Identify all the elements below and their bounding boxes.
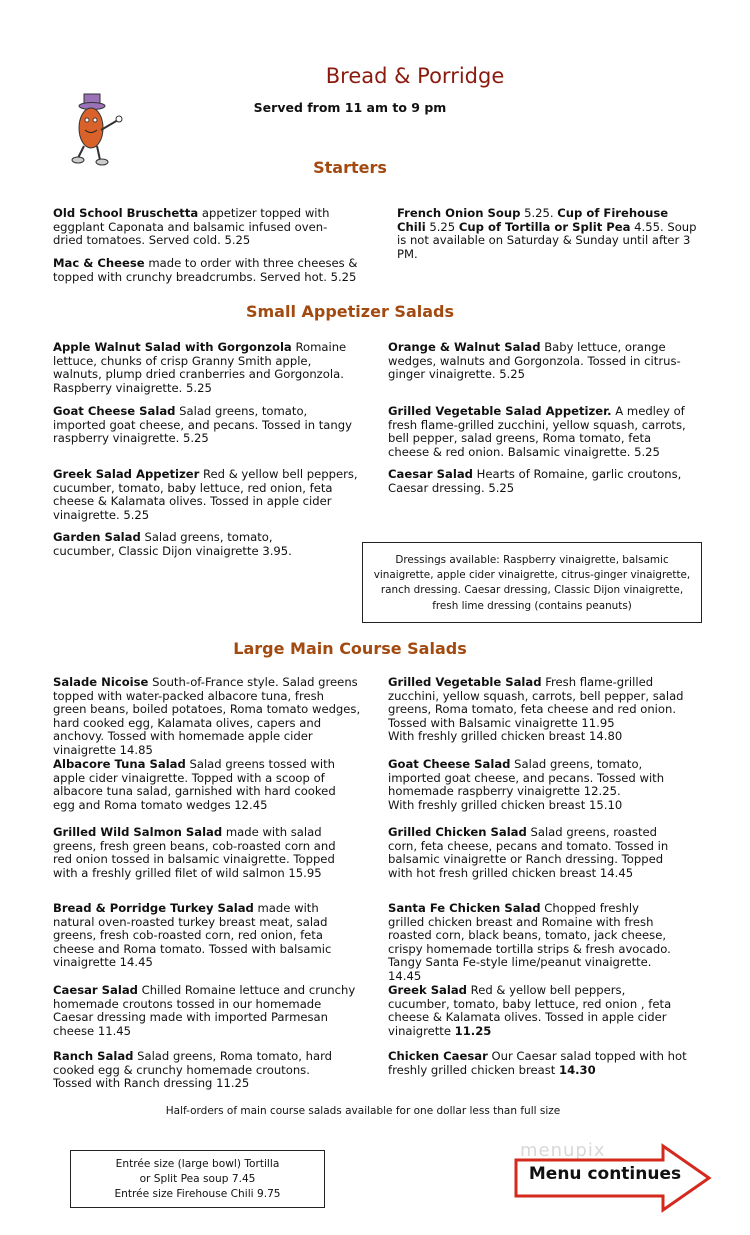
item-desc: Salad greens, tomato, cucumber, Classic Dijon vinaigrette 3.95. [53,530,292,558]
item-name: Orange & Walnut Salad [388,340,541,354]
dressings-text: Dressings available: Raspberry vinaigrette, balsamic vinaigrette, apple cider vinaigrette, citrus-ginger vinaigrette, ranch dressing. Caesar dressing, Classic Dijon vinaigrette, fresh lime dressing (contains peanuts) [373,554,691,612]
item-desc: Romaine lettuce, chunks of crisp Granny Smith apple, walnuts, plump dried cranberries and Gorgonzola. Raspberry vinaigrette. 5.25 [53,340,347,395]
list-item [53,676,361,758]
item-name: Salade Nicoise [53,675,149,689]
half-orders-note: Half-orders of main course salads available for one dollar less than full size [165,1105,561,1117]
item-name: Grilled Vegetable Salad Appetizer. [388,404,612,418]
list-item [388,1050,688,1077]
small-salads-heading: Small Appetizer Salads [245,302,454,321]
item-desc: Salad greens, tomato, imported goat cheese, and pecans. Tossed with homemade raspberry vinaigrette 12.25. [388,757,665,799]
large-salads-heading: Large Main Course Salads [233,639,467,658]
page-title: Bread & Porridge [325,64,505,88]
list-item [53,468,358,522]
item-desc: made with salad greens, fresh green beans, cob-roasted corn and red onion tossed in balsamic vinaigrette. Topped with a freshly grilled filet of wild salmon 15.95 [53,825,336,880]
item-name: Greek Salad [388,983,467,997]
item-desc: A medley of fresh flame-grilled zucchini, yellow squash, carrots, bell pepper, salad greens, Roma tomato, feta cheese & red onion. Balsamic vinaigrette. 5.25 [388,404,686,459]
list-item [53,902,358,970]
item-extra: With freshly grilled chicken breast 14.80 [388,729,623,744]
list-item [388,468,688,495]
list-item [53,405,353,446]
item-desc: Salad greens, tomato, imported goat cheese, and pecans. Tossed in tangy raspberry vinaigrette. 5.25 [53,404,352,446]
item-name: Caesar Salad [388,467,473,481]
entree-line-1: Entrée size (large bowl) Tortilla [115,1158,280,1170]
item-name: Cup of Firehouse Chili [397,206,669,234]
list-item [53,1050,348,1091]
item-extra: With freshly grilled chicken breast 15.10 [388,797,623,812]
served-hours: Served from 11 am to 9 pm [253,100,447,115]
menu-continues-label[interactable]: Menu continues [528,1164,682,1184]
item-name: Santa Fe Chicken Salad [388,901,541,915]
item-name: Goat Cheese Salad [53,404,176,418]
item-name: Grilled Wild Salmon Salad [53,825,223,839]
list-item [388,902,678,984]
item-name: Mac & Cheese [53,256,145,270]
item-desc: Red & yellow bell peppers, cucumber, tomato, baby lettuce, red onion, feta cheese & Kalamata olives. Tossed in apple cider vinaigrette. 5.25 [53,467,358,522]
watermark-logo: menupix [520,1140,606,1161]
item-desc: made to order with three cheeses & topped with crunchy breadcrumbs. Served hot. 5.25 [53,256,358,284]
list-item [53,341,358,395]
item-name: Greek Salad Appetizer [53,467,200,481]
item-desc: Red & yellow bell peppers, cucumber, tomato, baby lettuce, red onion , feta cheese & Kalamata olives. Tossed in apple cider vinaigrette [388,983,672,1038]
item-desc: 4.55. Soup is not available on Saturday & Sunday until after 3 PM. [397,219,697,261]
list-item [388,676,688,744]
entree-line-3: Entrée size Firehouse Chili 9.75 [114,1187,281,1200]
item-desc: 5.25. [520,206,558,220]
list-item [388,984,688,1038]
item-desc: Salad greens, roasted corn, feta cheese, pecans and tomato. Tossed in balsamic vinaigrette or Ranch dressing. Topped with hot fresh grilled chicken breast 14.45 [388,825,669,880]
entree-line-2: or Split Pea soup 7.45 [139,1172,256,1185]
item-desc: appetizer topped with eggplant Caponata and balsamic infused oven-dried tomatoes. Served cold. 5.25 [53,206,330,248]
item-desc: Baby lettuce, orange wedges, walnuts and Gorgonzola. Tossed in citrus-ginger vinaigrette. 5.25 [388,340,681,382]
list-item [53,531,333,558]
item-desc: Our Caesar salad topped with hot freshly grilled chicken breast [388,1049,687,1077]
list-item [53,257,358,284]
item-desc: 5.25 [425,219,459,234]
list-item [53,826,358,880]
item-desc: Hearts of Romaine, garlic croutons, Caesar dressing. 5.25 [388,467,682,495]
item-price: 14.30 [559,1062,596,1077]
list-item [53,984,363,1038]
item-name: Ranch Salad [53,1049,134,1063]
item-name: Goat Cheese Salad [388,757,511,771]
list-item [388,405,688,459]
item-name: Bread & Porridge Turkey Salad [53,901,254,915]
list-item [397,207,697,261]
dressings-box [362,542,702,623]
item-name: Albacore Tuna Salad [53,757,186,771]
list-item [388,341,688,382]
item-name: French Onion Soup [397,206,521,220]
item-price: 11.25 [454,1023,492,1038]
item-desc: Salad greens, Roma tomato, hard cooked egg & crunchy homemade croutons. Tossed with Ranch dressing 11.25 [53,1049,332,1091]
item-name: Cup of Tortilla or Split Pea [458,219,631,234]
chef-mascot-icon [70,90,128,168]
item-desc: made with natural oven-roasted turkey breast meat, salad greens, fresh cob-roasted corn, red onion, feta cheese and Roma tomato. Tossed with balsamic vinaigrette 14.45 [53,901,332,970]
list-item [388,826,688,880]
item-name: Chicken Caesar [388,1049,488,1063]
item-desc: South-of-France style. Salad greens topped with water-packed albacore tuna, fresh green beans, boiled potatoes, Roma tomato wedges, hard cooked egg, Kalamata olives, capers and anchovy. Tossed with homemade apple cider vinaigrette 14.85 [53,675,361,757]
item-name: Caesar Salad [53,983,138,997]
item-desc: Chopped freshly grilled chicken breast and Romaine with fresh roasted corn, black beans, tomato, jack cheese, crispy homemade tortilla strips & fresh avocado. Tangy Santa Fe-style lime/peanut vinaigrette. 14.45 [388,901,671,983]
item-name: Garden Salad [53,530,141,544]
item-desc: Chilled Romaine lettuce and crunchy homemade croutons tossed in our homemade Caesar dressing made with imported Parmesan cheese 11.45 [53,983,356,1038]
item-desc: Salad greens tossed with apple cider vinaigrette. Topped with a scoop of albacore tuna salad, garnished with hard cooked egg and Roma tomato wedges 12.45 [53,757,336,812]
item-name: Grilled Chicken Salad [388,825,527,839]
list-item [388,758,678,812]
item-name: Old School Bruschetta [53,206,199,220]
list-item [53,207,353,248]
starters-heading: Starters [313,158,387,177]
entree-box [70,1150,325,1208]
item-name: Apple Walnut Salad with Gorgonzola [53,340,292,354]
list-item [53,758,358,812]
item-name: Grilled Vegetable Salad [388,675,542,689]
item-desc: Fresh flame-grilled zucchini, yellow squash, carrots, bell pepper, salad greens, Roma tomato, feta cheese and red onion. Tossed with Balsamic vinaigrette 11.95 [388,675,684,730]
